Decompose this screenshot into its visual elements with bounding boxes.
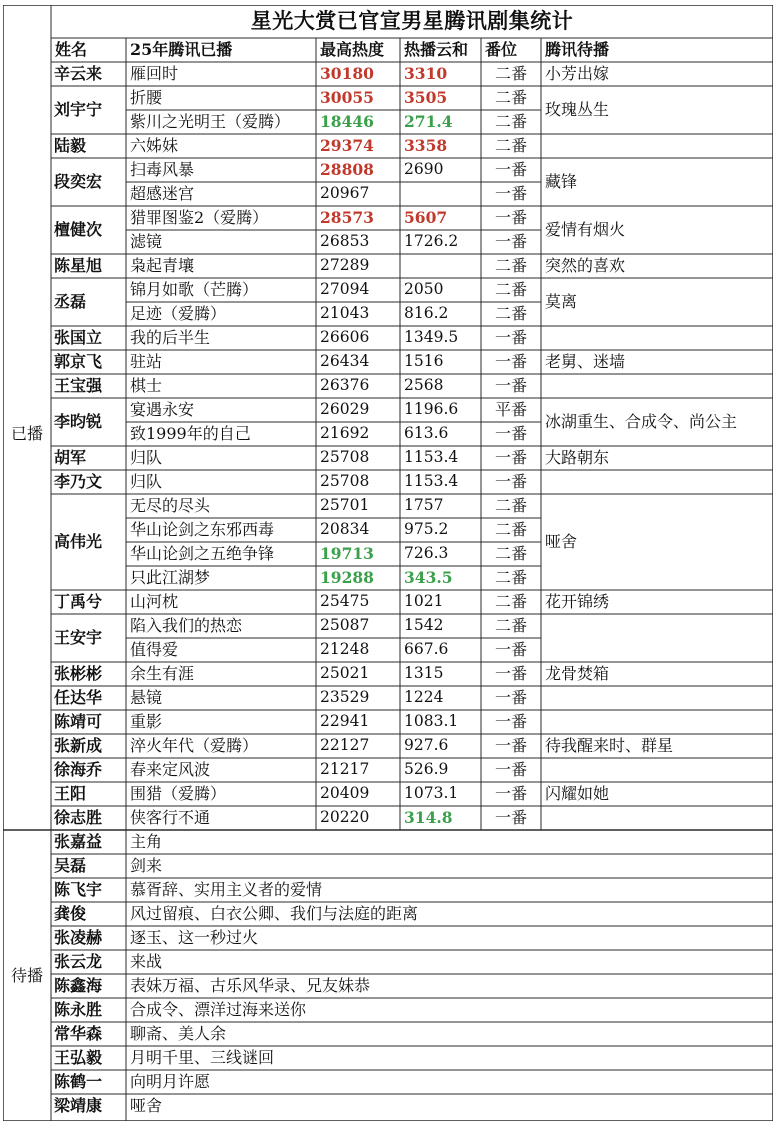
billing-rank: 二番	[494, 112, 527, 131]
section-aired-label: 已播	[10, 424, 43, 443]
peak-heat: 26376	[320, 376, 370, 395]
peak-heat: 21217	[320, 760, 370, 779]
pending-shows: 风过留痕、白衣公卿、我们与法庭的距离	[130, 904, 419, 923]
billing-rank: 二番	[494, 616, 527, 635]
billing-rank: 二番	[494, 496, 527, 515]
actor-name: 丁禹兮	[54, 592, 103, 611]
billing-rank: 一番	[494, 784, 527, 803]
peak-heat: 25021	[320, 664, 370, 683]
peak-heat: 28808	[320, 160, 374, 180]
pending-shows: 聊斋、美人余	[130, 1024, 227, 1043]
yunhe-value: 3505	[404, 88, 448, 108]
pending-shows: 月明千里、三线谜回	[130, 1048, 275, 1067]
actor-name: 陆毅	[54, 136, 87, 155]
peak-heat: 27289	[320, 256, 370, 275]
yunhe-value	[400, 182, 481, 206]
header-pending: 腾讯待播	[545, 40, 610, 59]
yunhe-value: 1757	[404, 496, 444, 515]
actor-name: 檀健次	[54, 220, 103, 239]
actor-name: 龚俊	[54, 904, 87, 923]
billing-rank: 二番	[494, 88, 527, 107]
actor-name: 陈鹤一	[54, 1072, 103, 1091]
yunhe-value: 343.5	[404, 568, 453, 588]
billing-rank: 一番	[494, 736, 527, 755]
yunhe-value: 1224	[404, 688, 444, 707]
show-title: 雁回时	[130, 64, 179, 83]
peak-heat: 25708	[320, 472, 370, 491]
show-title: 华山论剑之东邪西毒	[130, 520, 275, 539]
actor-name: 张新成	[54, 736, 103, 755]
pending-shows: 待我醒来时、群星	[545, 736, 674, 755]
actor-name: 胡军	[54, 448, 87, 467]
show-title: 足迹（爱腾）	[130, 304, 227, 323]
yunhe-value: 1315	[404, 664, 444, 683]
actor-name: 徐志胜	[54, 808, 103, 827]
yunhe-value: 2568	[404, 376, 444, 395]
yunhe-value: 526.9	[404, 760, 449, 779]
show-title: 余生有涯	[130, 664, 195, 683]
actor-name: 吴磊	[54, 856, 87, 875]
actor-name: 王安宇	[54, 628, 103, 647]
show-title: 只此江湖梦	[130, 568, 211, 587]
peak-heat: 21692	[320, 424, 370, 443]
show-title: 紫川之光明王（爱腾）	[130, 112, 291, 131]
actor-name: 段奕宏	[54, 172, 103, 191]
actor-name: 郭京飞	[54, 352, 103, 371]
show-title: 山河枕	[130, 592, 179, 611]
pending-shows	[541, 374, 773, 398]
pending-shows: 藏锋	[545, 172, 578, 191]
peak-heat: 28573	[320, 208, 374, 228]
peak-heat: 26029	[320, 400, 370, 419]
peak-heat: 25475	[320, 592, 370, 611]
actor-name: 高伟光	[54, 532, 103, 551]
pending-shows	[541, 326, 773, 350]
show-title: 棋士	[130, 376, 163, 395]
show-title: 扫毒风暴	[130, 160, 195, 179]
peak-heat: 18446	[320, 112, 374, 132]
show-title: 宴遇永安	[130, 400, 195, 419]
pending-shows: 爱情有烟火	[545, 220, 626, 239]
pending-shows: 表妹万福、古乐风华录、兄友妹恭	[130, 976, 371, 995]
peak-heat: 25708	[320, 448, 370, 467]
yunhe-value: 1196.6	[404, 400, 459, 419]
yunhe-value: 1021	[404, 592, 444, 611]
billing-rank: 一番	[494, 664, 527, 683]
actor-name: 刘宇宁	[54, 100, 103, 119]
actor-name: 陈靖可	[54, 712, 103, 731]
billing-rank: 二番	[494, 520, 527, 539]
yunhe-value: 927.6	[404, 736, 449, 755]
billing-rank: 一番	[494, 448, 527, 467]
header-rank: 番位	[485, 40, 518, 59]
billing-rank: 一番	[494, 376, 527, 395]
actor-name: 张云龙	[54, 952, 103, 971]
peak-heat: 29374	[320, 136, 374, 156]
pending-shows: 老舅、迷墙	[545, 352, 626, 371]
show-title: 枭起青壤	[130, 256, 195, 275]
section-pending-label: 待播	[10, 965, 43, 985]
show-title: 猎罪图鉴2（爱腾）	[130, 208, 269, 227]
billing-rank: 一番	[494, 184, 527, 203]
show-title: 华山论剑之五绝争锋	[130, 544, 275, 563]
peak-heat: 19288	[320, 568, 374, 588]
billing-rank: 二番	[494, 64, 527, 83]
pending-shows	[541, 686, 773, 710]
actor-name: 陈鑫海	[54, 976, 103, 995]
actor-name: 王阳	[54, 784, 87, 803]
yunhe-value: 271.4	[404, 112, 453, 132]
billing-rank: 二番	[494, 544, 527, 563]
header-heat: 最高热度	[320, 40, 385, 59]
billing-rank: 一番	[494, 760, 527, 779]
pending-shows	[541, 806, 773, 830]
billing-rank: 一番	[494, 208, 527, 227]
show-title: 超感迷宫	[130, 184, 195, 203]
yunhe-value: 1153.4	[404, 448, 459, 467]
actor-name: 张嘉益	[54, 832, 103, 851]
billing-rank: 二番	[494, 592, 527, 611]
yunhe-value	[400, 254, 481, 278]
yunhe-value: 3358	[404, 136, 448, 156]
show-title: 六姊妹	[130, 136, 179, 155]
peak-heat: 30180	[320, 64, 374, 84]
billing-rank: 一番	[494, 424, 527, 443]
yunhe-value: 5607	[404, 208, 448, 228]
actor-name: 张彬彬	[54, 664, 103, 683]
show-title: 重影	[130, 712, 163, 731]
peak-heat: 21043	[320, 304, 370, 323]
pending-shows: 闪耀如她	[545, 784, 610, 803]
show-title: 折腰	[130, 88, 163, 107]
yunhe-value: 1726.2	[404, 232, 459, 251]
pending-shows: 玫瑰丛生	[545, 100, 610, 119]
yunhe-value: 1349.5	[404, 328, 459, 347]
pending-shows: 花开锦绣	[545, 592, 610, 611]
show-title: 驻站	[130, 352, 163, 371]
actor-name: 陈飞宇	[54, 880, 103, 899]
billing-rank: 一番	[494, 352, 527, 371]
pending-shows	[541, 470, 773, 494]
yunhe-value: 667.6	[404, 640, 449, 659]
yunhe-value: 314.8	[404, 808, 453, 828]
show-title: 围猎（爱腾）	[130, 784, 227, 803]
peak-heat: 23529	[320, 688, 370, 707]
billing-rank: 一番	[494, 640, 527, 659]
billing-rank: 二番	[494, 280, 527, 299]
pending-shows: 合成令、漂洋过海来送你	[130, 1000, 307, 1019]
billing-rank: 一番	[494, 712, 527, 731]
actor-name: 张凌赫	[54, 928, 103, 947]
yunhe-value: 3310	[404, 64, 448, 84]
peak-heat: 19713	[320, 544, 374, 564]
show-title: 归队	[130, 448, 163, 467]
yunhe-value: 613.6	[404, 424, 449, 443]
billing-rank: 一番	[494, 688, 527, 707]
billing-rank: 一番	[494, 808, 527, 827]
billing-rank: 二番	[494, 304, 527, 323]
peak-heat: 22127	[320, 736, 370, 755]
header-yunhe: 热播云和	[404, 40, 469, 59]
show-title: 悬镜	[130, 688, 163, 707]
pending-shows: 龙骨焚箱	[545, 664, 610, 683]
pending-shows: 小芳出嫁	[545, 64, 610, 83]
yunhe-value: 816.2	[404, 304, 449, 323]
show-title: 陷入我们的热恋	[130, 616, 243, 635]
page-title: 星光大赏已官宣男星腾讯剧集统计	[250, 9, 574, 33]
pending-shows: 哑舍	[545, 532, 578, 551]
show-title: 锦月如歌（芒腾）	[130, 280, 259, 299]
show-title: 淬火年代（爱腾）	[130, 736, 259, 755]
show-title: 春来定风波	[130, 760, 211, 779]
actor-name: 丞磊	[54, 292, 87, 311]
yunhe-value: 2050	[404, 280, 444, 299]
pending-shows: 莫离	[545, 292, 578, 311]
billing-rank: 一番	[494, 232, 527, 251]
pending-shows: 大路朝东	[545, 448, 610, 467]
pending-shows	[541, 614, 773, 662]
pending-shows: 来战	[130, 952, 163, 971]
actor-name: 辛云来	[54, 64, 103, 83]
pending-shows	[541, 758, 773, 782]
show-title: 归队	[130, 472, 163, 491]
peak-heat: 26853	[320, 232, 370, 251]
show-title: 无尽的尽头	[130, 496, 211, 515]
billing-rank: 二番	[494, 136, 527, 155]
peak-heat: 21248	[320, 640, 370, 659]
show-title: 致1999年的自己	[130, 424, 251, 443]
peak-heat: 20409	[320, 784, 370, 803]
billing-rank: 一番	[494, 472, 527, 491]
pending-shows: 主角	[130, 832, 163, 851]
pending-shows	[541, 134, 773, 158]
yunhe-value: 1153.4	[404, 472, 459, 491]
pending-shows: 向明月许愿	[130, 1072, 211, 1091]
show-title: 侠客行不通	[130, 808, 211, 827]
billing-rank: 一番	[494, 160, 527, 179]
pending-shows	[541, 710, 773, 734]
peak-heat: 26606	[320, 328, 370, 347]
yunhe-value: 975.2	[404, 520, 449, 539]
actor-name: 李乃文	[54, 472, 103, 491]
peak-heat: 22941	[320, 712, 370, 731]
show-title: 值得爱	[130, 640, 179, 659]
actor-name: 任达华	[54, 688, 103, 707]
peak-heat: 26434	[320, 352, 370, 371]
pending-shows: 突然的喜欢	[545, 256, 626, 275]
yunhe-value: 1083.1	[404, 712, 459, 731]
show-title: 我的后半生	[130, 328, 211, 347]
header-name: 姓名	[55, 40, 88, 59]
billing-rank: 一番	[494, 328, 527, 347]
pending-shows: 冰湖重生、合成令、尚公主	[545, 412, 738, 431]
actor-name: 陈星旭	[54, 256, 103, 275]
pending-shows: 哑舍	[130, 1096, 163, 1115]
peak-heat: 20220	[320, 808, 370, 827]
peak-heat: 20967	[320, 184, 370, 203]
actor-name: 王宝强	[54, 376, 103, 395]
pending-shows: 剑来	[130, 856, 163, 875]
pending-shows: 逐玉、这一秒过火	[130, 928, 259, 947]
stats-table	[3, 5, 773, 1121]
actor-name: 常华森	[54, 1024, 103, 1043]
peak-heat: 25087	[320, 616, 370, 635]
peak-heat: 30055	[320, 88, 374, 108]
peak-heat: 25701	[320, 496, 370, 515]
yunhe-value: 726.3	[404, 544, 449, 563]
header-aired: 25年腾讯已播	[130, 40, 233, 59]
yunhe-value: 2690	[404, 160, 444, 179]
billing-rank: 二番	[494, 568, 527, 587]
peak-heat: 20834	[320, 520, 370, 539]
billing-rank: 二番	[494, 256, 527, 275]
actor-name: 梁靖康	[54, 1096, 103, 1115]
actor-name: 徐海乔	[54, 760, 103, 779]
peak-heat: 27094	[320, 280, 370, 299]
pending-shows: 慕胥辞、实用主义者的爱情	[130, 880, 323, 899]
show-title: 滤镜	[130, 232, 163, 251]
actor-name: 王弘毅	[54, 1048, 103, 1067]
billing-rank: 平番	[494, 400, 527, 419]
yunhe-value: 1073.1	[404, 784, 459, 803]
actor-name: 陈永胜	[54, 1000, 103, 1019]
yunhe-value: 1516	[404, 352, 444, 371]
actor-name: 李昀锐	[54, 412, 103, 431]
actor-name: 张国立	[54, 328, 103, 347]
yunhe-value: 1542	[404, 616, 444, 635]
